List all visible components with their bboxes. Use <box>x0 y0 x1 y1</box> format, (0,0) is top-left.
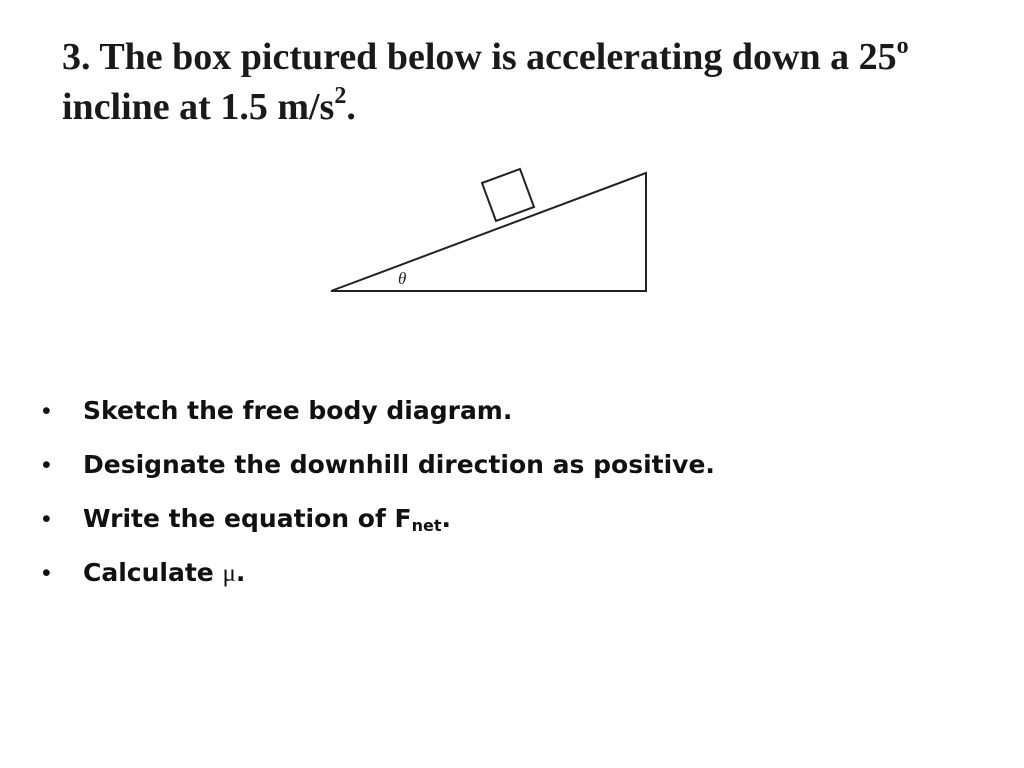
bullet-marker: • <box>42 397 51 425</box>
task-text: Calculate <box>83 558 223 587</box>
task-text: Designate the downhill direction as positive. <box>83 450 715 479</box>
title-part-1: 3. The box pictured below is accelerating down a 25 <box>62 36 897 78</box>
net-subscript: net <box>411 516 442 535</box>
title-degree-superscript: o <box>896 33 909 60</box>
title-part-3: . <box>346 86 356 128</box>
incline-triangle <box>331 173 646 291</box>
task-text-tail: . <box>235 558 246 587</box>
slide-title <box>62 32 982 132</box>
task-text: Write the equation of F <box>83 504 412 533</box>
title-squared-superscript: 2 <box>334 83 347 110</box>
bullet-marker: • <box>42 505 51 533</box>
title-part-2: incline at 1.5 m/s <box>62 86 335 128</box>
task-item-fnet-equation <box>42 496 715 550</box>
box-on-incline <box>482 169 534 221</box>
task-item-designate-direction <box>42 442 715 496</box>
task-text-tail: . <box>441 504 451 533</box>
task-item-calculate-mu <box>42 550 715 604</box>
task-list <box>42 388 715 604</box>
task-text: Sketch the free body diagram. <box>83 396 513 425</box>
mu-symbol: μ <box>222 560 236 587</box>
bullet-marker: • <box>42 451 51 479</box>
task-item-sketch-fbd <box>42 388 715 442</box>
bullet-marker: • <box>42 559 51 587</box>
angle-theta-label: θ <box>398 269 407 288</box>
